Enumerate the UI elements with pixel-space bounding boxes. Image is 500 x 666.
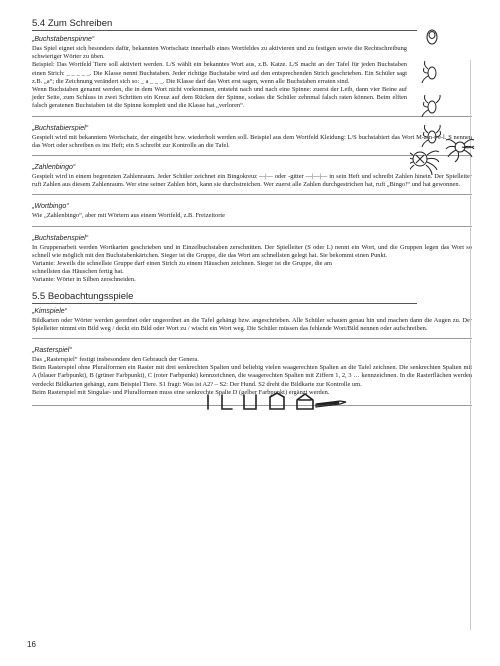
section-title-observation: 5.5 Beobachtungsspiele [32, 291, 417, 304]
game-buchstabierspiel [32, 125, 472, 150]
spider-body-icon [427, 30, 437, 44]
spider-icon [446, 140, 474, 163]
house-stage-3-icon [244, 395, 256, 409]
game-buchstabenspinne [32, 36, 472, 111]
house-stage-5-icon [297, 394, 313, 409]
game-paragraph: Gespielt wird mit bekanntem Wortschatz, der eingeübt bzw. wiederholt werden soll. Beispiel aus dem Wortfeld Kleidung: L/S buchstabiert das Wort M-a-n-t-e-l. S nennen das Wort oder schreiben es ins Heft; ein S schreibt zur Kontrolle an die Tafel. [32, 133, 472, 149]
game-paragraph: Variante: Wörter in Silben zerschneiden. [32, 276, 136, 284]
game-paragraph: Beim Rasterspiel mit Singular- und Pluralformen muss eine senkrechte Spalte D (gelber Farbpunkt) ergänzt werden. [32, 388, 330, 396]
game-paragraph: Bildkarten oder Wörter werden geordnet oder ungeordnet an die Tafel gehängt bzw. angeschrieben. Alle Schüler schauen genau hin und machen dann die Augen zu. Der Spielleiter nimmt ein Bild weg / deckt ein Bild oder Wort zu / wischt ein Wort weg. Die Schüler müssen das fehlende Wort/Bild nennen oder aufschreiben. [32, 316, 472, 332]
game-paragraph: Beispiel: Das Wortfeld Tiere soll aktiviert werden. L/S wählt ein bekanntes Wort aus, z.B. Katze. L/S macht an der Tafel für jeden Buchstaben einen Strich: _ _ _ _ _. Die Klasse nennt Buchstaben. Jeder richtige Buchstabe wird auf den entsprechenden Strich geschrieben. Ein Schüler sagt z.B. „a“; die Zeichnung verändert sich so: _ a _ _ _. Die Klasse darf das Wort erst sagen, wenn alle Buchstaben erraten sind. [32, 61, 407, 85]
game-paragraph: Variante: Jeweils die schnellste Gruppe darf einen Strich zu einem Häuschen zeichnen. Sieger ist die Gruppe, die am schnellsten das Häuschen fertig hat. [32, 260, 332, 276]
house-drawing-stages [200, 392, 350, 412]
divider [32, 116, 472, 117]
spider-legs-icon [422, 125, 441, 147]
game-heading: „Kimspiele“ [32, 307, 68, 315]
divider [32, 194, 472, 195]
game-rasterspiel [32, 347, 472, 397]
game-paragraph: In Gruppenarbeit werden Wortkarten geschrieben und in Einzelbuchstaben zerschnitten. Der Spielleiter (S oder L) nennt ein Wort, und die Gruppen legen das Wort so schnell wie möglich mit den Buchstabenkärtchen. Sieger ist die Gruppe, die das Wort am schnellsten gelegt hat. Sie bekommt einen Punkt. [32, 243, 472, 259]
divider [32, 338, 472, 339]
spider-drawing-stages [410, 25, 490, 180]
game-zahlenbingo [32, 164, 472, 189]
page-content [32, 18, 472, 406]
divider [32, 226, 472, 227]
house-stage-4-icon [270, 393, 284, 409]
game-paragraph: Wie „Zahlenbingo“, aber mit Wörtern aus einem Wortfeld, z.B. Freizeitorte [32, 212, 225, 220]
section-title-writing: 5.4 Zum Schreiben [32, 18, 417, 31]
game-paragraph: Wenn Buchstaben genannt werden, die in dem Wort nicht vorkommen, entsteht nach und nach eine Spinne: zuerst der Leib, dann vier Beine auf jeder Seite, zum Schluss in zwei Schritten ein Kreuz auf dem Rücken der Spinne, sodass die Schüler zehnmal falsch raten können. Beim elften falsch geratenen Buchstaben ist die Spinne komplett und die Klasse hat „verloren“. [32, 86, 407, 110]
spider-legs-icon [422, 95, 440, 117]
game-paragraph: Gespielt wird in einem begrenzten Zahlenraum. Jeder Schüler zeichnet ein Bingokreuz —|— oder -gitter —|—|— in sein Heft und schreibt Zahlen hinein. Der Spielleiter ruft Zahlen aus diesem Zahlenraum. Wer eine seiner Zahlen hört, kann sie durchstreichen. Wer zuerst alle Zahlen durchgestrichen hat, ruft „Bingo!“ und hat gewonnen. [32, 173, 472, 189]
game-wortbingo [32, 203, 472, 220]
game-heading: „Buchstabenspinne“ [32, 36, 95, 43]
game-heading: „Rasterspiel“ [32, 347, 72, 355]
divider [32, 155, 472, 156]
game-paragraph: Beim Rasterspiel ohne Pluralformen ein Raster mit drei senkrechten Spalten und beliebig vielen waagerechten Spalten an die Tafel zeichnen. Die senkrechten Spalten mit A (blauer Farbpunkt), B (grüner Farbpunkt), C (roter Farbpunkt) kennzeichnen, die waagerechten Spalten mit Ziffern 1, 2, 3 … kennzeichnen. In die Rasterflächen werden verdeckt Bildkarten gehängt, zum Beispiel Tiere. S1 fragt: Was ist A2? – S2: Der Hund. S2 dreht die Bildkarte zur Kontrolle um. [32, 364, 472, 388]
game-heading: „Buchstabierspiel“ [32, 124, 89, 132]
game-heading: „Wortbingo“ [32, 203, 69, 211]
game-paragraph: Das Spiel eignet sich besonders dafür, bekannten Wortschatz innerhalb eines Wortfeldes zu aktivieren und zu festigen sowie die Rechtschreibung schwieriger Wörter zu üben. [32, 45, 407, 61]
game-heading: „Buchstabenspiel“ [32, 234, 89, 242]
game-kimspiele [32, 308, 472, 333]
spider-legs-icon [422, 61, 436, 83]
game-heading: „Zahlenbingo“ [32, 164, 76, 172]
game-buchstabenspiel [32, 235, 472, 285]
page-number: 16 [27, 640, 36, 649]
house-stage-2-icon [222, 395, 232, 409]
spider-complete-icon [410, 151, 439, 175]
game-paragraph: Das „Rasterspiel“ festigt insbesondere den Gebrauch der Genera. [32, 356, 199, 364]
